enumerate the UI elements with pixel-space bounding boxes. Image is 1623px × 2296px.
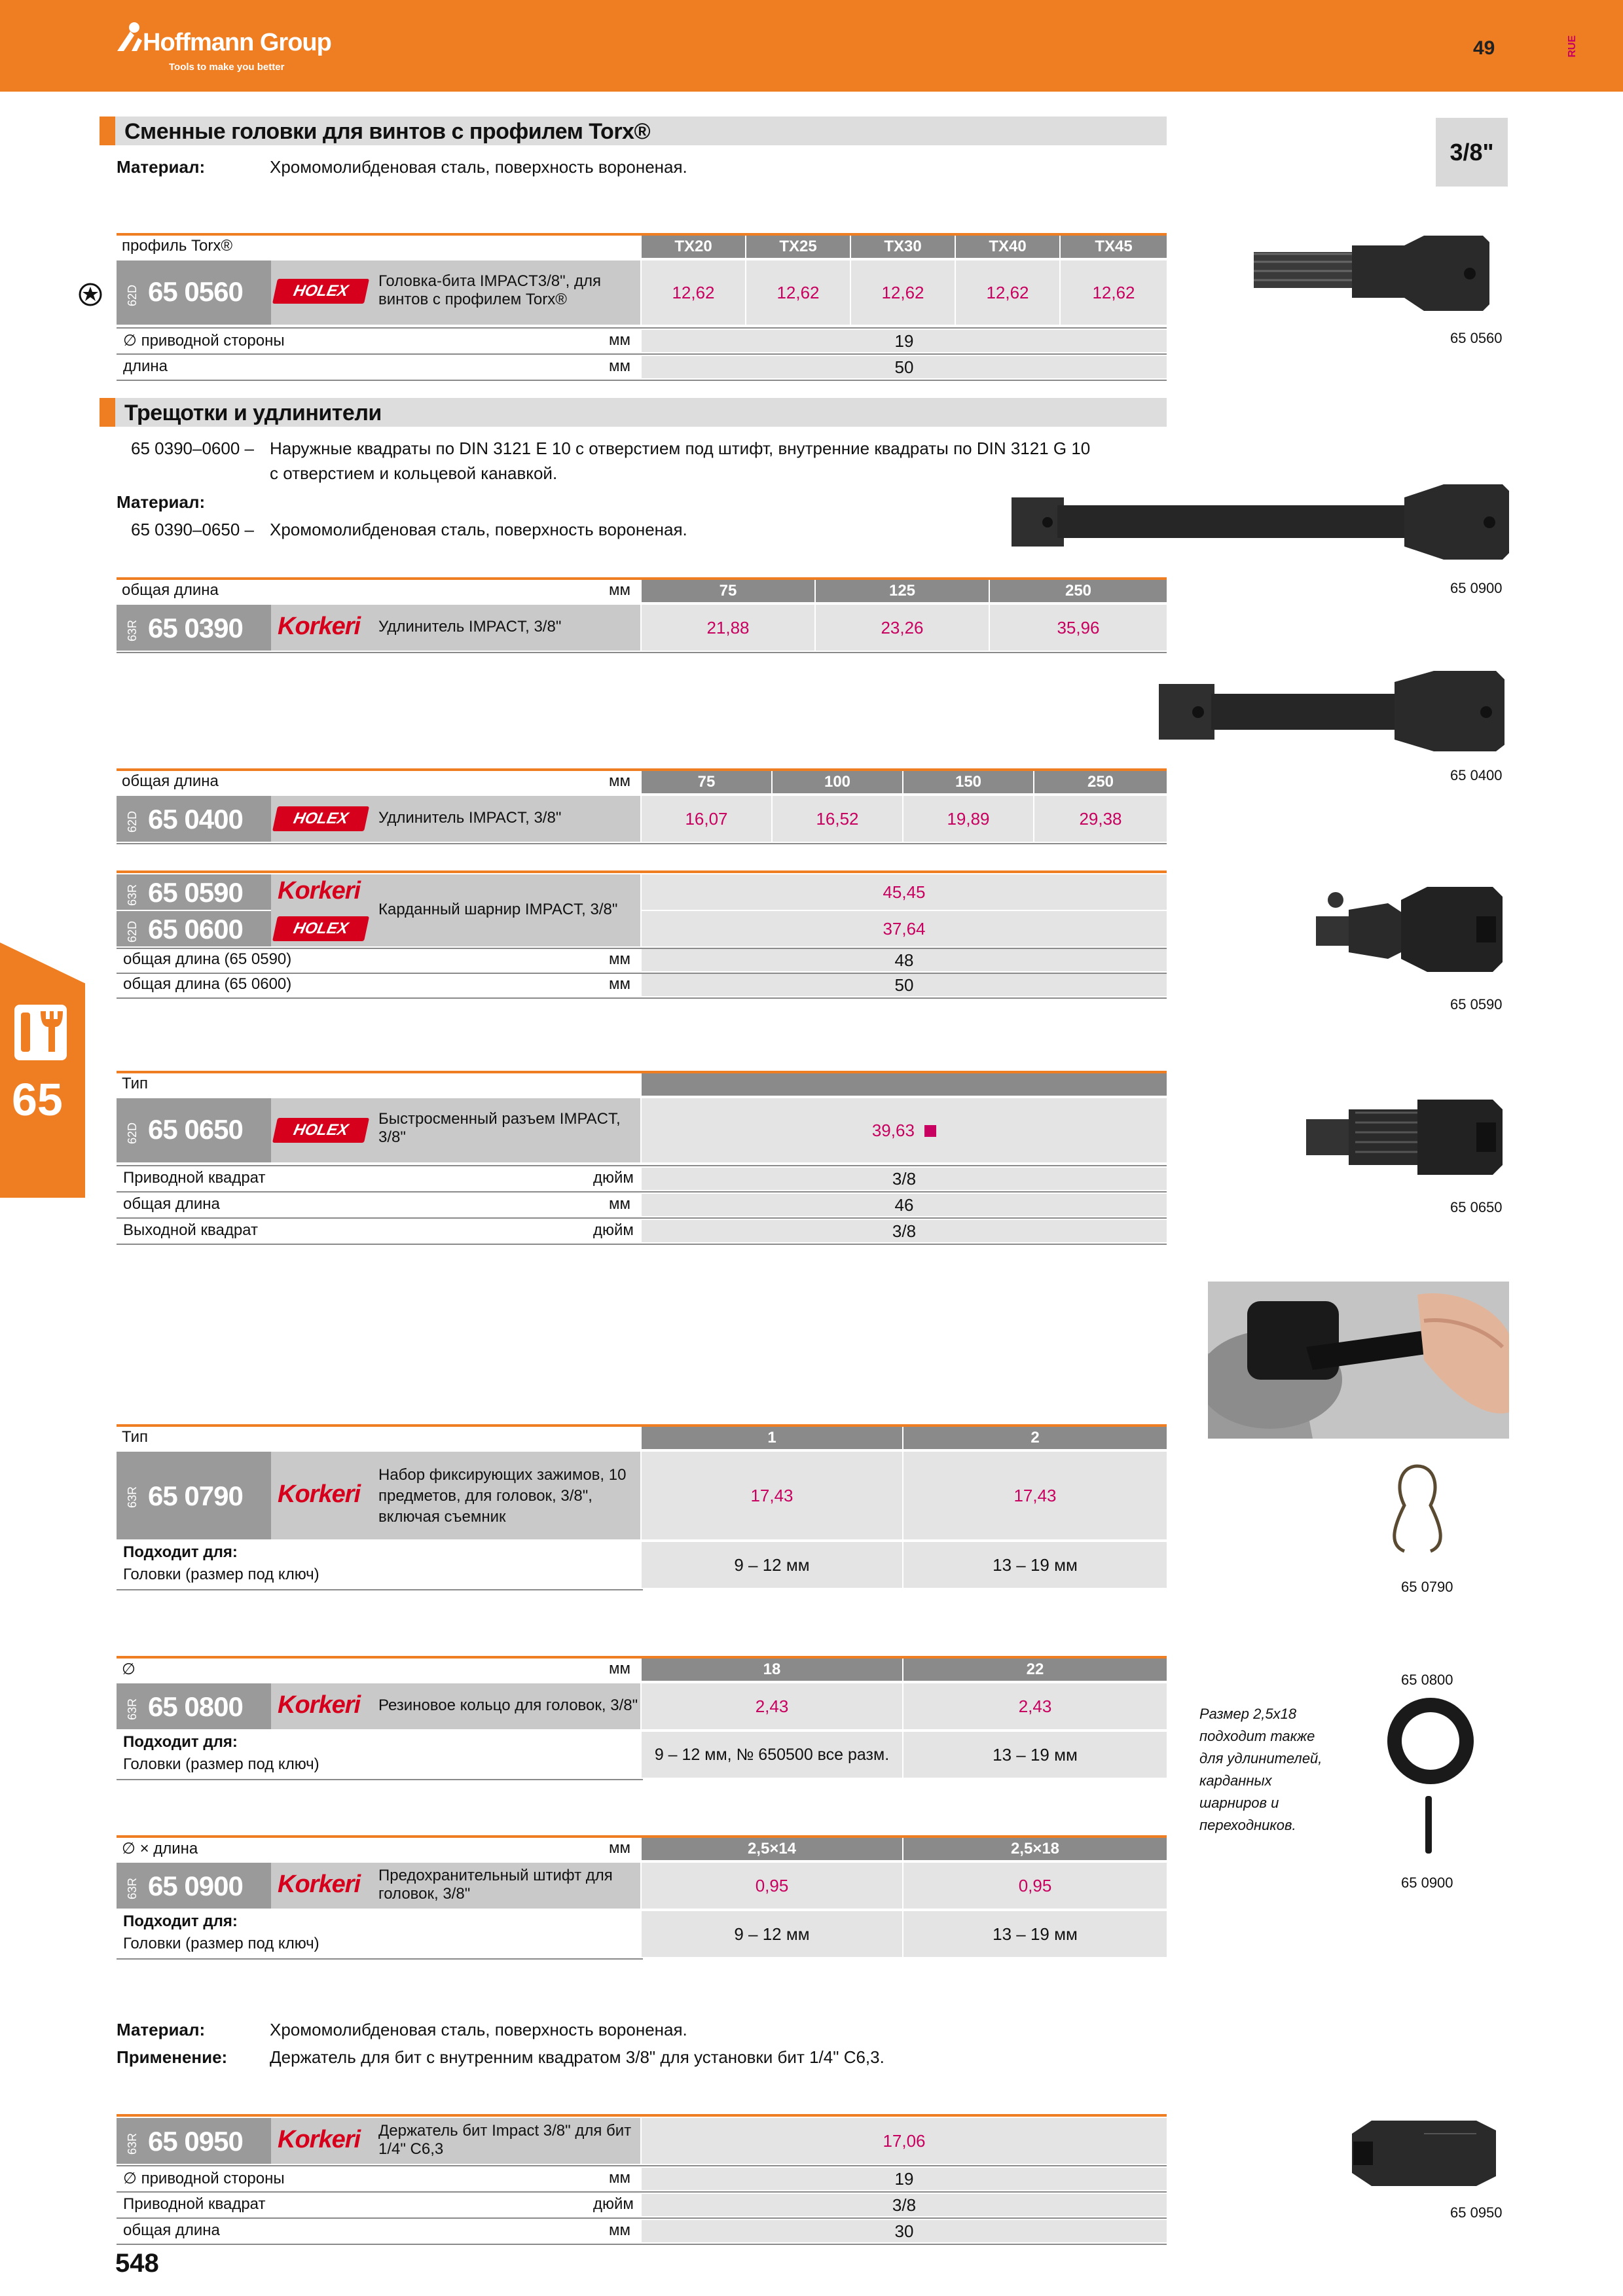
- price-tx30: 12,62: [851, 260, 955, 325]
- price-2-5x18: 0,95: [903, 1863, 1167, 1909]
- extension-short-image: [1159, 668, 1506, 753]
- holex-brand-logo: HOLEX: [272, 279, 369, 304]
- drive-label: ∅ приводной стороны: [123, 332, 285, 350]
- product-description: Набор фиксирующих зажимов, 10 предметов, для головок, 3/8", включая съемник: [378, 1466, 627, 1526]
- header-unit: мм: [609, 1839, 630, 1857]
- product-description: Удлинитель IMPACT, 3/8": [378, 809, 562, 827]
- drive-value: 19: [642, 330, 1167, 352]
- use-label: Применение:: [117, 2047, 228, 2067]
- article-number: 65 0650: [148, 1114, 243, 1145]
- length-unit: мм: [609, 357, 630, 375]
- torx-bit-image: [1247, 223, 1503, 321]
- header-label: общая длина: [122, 581, 219, 599]
- korkeri-brand-logo: Korkeri: [278, 1691, 361, 1719]
- article-number: 65 0560: [148, 276, 243, 307]
- note-line-6: переходников.: [1199, 1817, 1296, 1833]
- size-75: 75: [642, 580, 814, 602]
- price-type-1: 17,43: [642, 1452, 902, 1539]
- product-box-650560: [271, 260, 640, 325]
- retaining-ring-photo: [1208, 1282, 1509, 1439]
- intro-range-1: 65 0390–0600 –: [131, 439, 254, 458]
- divider: [117, 1244, 1167, 1245]
- brand-name: Hoffmann Group: [143, 29, 331, 56]
- footer-page-number: 548: [115, 2249, 159, 2278]
- caption-650560: 65 0560: [1450, 330, 1503, 346]
- section-title-ratchets: Трещотки и удлинители: [100, 398, 1167, 427]
- divider: [117, 1779, 643, 1780]
- korkeri-brand-logo: Korkeri: [278, 877, 361, 905]
- divider: [117, 380, 1167, 381]
- p0900-header-row: [117, 1835, 1167, 1860]
- header-unit: мм: [609, 581, 630, 599]
- divider: [117, 1958, 643, 1960]
- price-100: 16,52: [773, 796, 902, 842]
- note-line-2: подходит также: [1199, 1728, 1315, 1744]
- row-unit: дюйм: [593, 1221, 634, 1239]
- divider: [117, 1165, 1167, 1166]
- divider: [117, 997, 1167, 999]
- article-box-650650: 62D 65 0650: [117, 1098, 271, 1162]
- size-2: 2: [903, 1427, 1167, 1449]
- product-box-650650: [271, 1098, 640, 1162]
- material-value: Хромомолибденовая сталь, поверхность вороненая.: [270, 2020, 687, 2039]
- intro-text-1b: с отверстием и кольцевой канавкой.: [270, 463, 558, 483]
- row-label: Приводной квадрат: [123, 1169, 266, 1187]
- price-650600: 37,64: [642, 911, 1167, 946]
- holex-brand-logo: HOLEX: [272, 916, 369, 941]
- size-tx40: TX40: [956, 236, 1059, 258]
- product-box-650790: [271, 1452, 640, 1539]
- note-line-5: шарниров и: [1199, 1795, 1279, 1811]
- price-250: 35,96: [990, 605, 1167, 651]
- article-box-650390: 63R 65 0390: [117, 605, 271, 651]
- article-number: 65 0390: [148, 613, 243, 643]
- fits-18: 9 – 12 мм, № 650500 все разм.: [642, 1732, 902, 1778]
- new-item-marker-icon: [924, 1125, 936, 1137]
- intro-text-2: Хромомолибденовая сталь, поверхность вороненая.: [270, 520, 687, 539]
- price-75: 16,07: [642, 796, 771, 842]
- use-value: Держатель для бит с внутренним квадратом 3/8" для установки бит 1/4" C6,3.: [270, 2047, 884, 2067]
- header-label: общая длина: [122, 772, 219, 790]
- size-22: 22: [903, 1659, 1167, 1681]
- size-18: 18: [642, 1659, 902, 1681]
- material-label: Материал:: [117, 157, 206, 177]
- unit: мм: [609, 975, 630, 993]
- divider: [117, 1589, 643, 1590]
- row-label: общая длина: [123, 2221, 220, 2239]
- header-gray: [642, 1073, 1167, 1096]
- article-box-650800: 63R 65 0800: [117, 1683, 271, 1729]
- price-650650: 39,63: [871, 1121, 915, 1140]
- size-tx20: TX20: [642, 236, 745, 258]
- article-box-650400: 62D 65 0400: [117, 796, 271, 842]
- caption-650800: 65 0800: [1401, 1672, 1453, 1688]
- product-description: Резиновое кольцо для головок, 3/8": [378, 1696, 638, 1714]
- fits-22: 13 – 19 мм: [903, 1732, 1167, 1778]
- row-label: Выходной квадрат: [123, 1221, 258, 1239]
- price-650590: 45,45: [642, 874, 1167, 910]
- article-number: 65 0600: [148, 914, 243, 944]
- length-value-650590: 48: [642, 949, 1167, 971]
- article-number: 65 0900: [148, 1871, 243, 1901]
- korkeri-brand-logo: Korkeri: [278, 2126, 361, 2153]
- fits-sub: Головки (размер под ключ): [123, 1566, 319, 1583]
- price-tx45: 12,62: [1061, 260, 1167, 325]
- page-number-top: 49: [1473, 37, 1495, 59]
- size-2-5x18: 2,5×18: [903, 1838, 1167, 1860]
- article-box-650790: 63R 65 0790: [117, 1452, 271, 1539]
- bit-holder-image: [1345, 2108, 1503, 2199]
- extension-long-image: [1012, 478, 1509, 563]
- size-125: 125: [816, 580, 989, 602]
- price-125: 23,26: [816, 605, 989, 651]
- article-box-650590: 63R 65 0590: [117, 874, 271, 910]
- caption-650950: 65 0950: [1450, 2204, 1503, 2221]
- row-unit: мм: [609, 2169, 630, 2187]
- row-label: общая длина: [123, 1195, 220, 1213]
- intro-range-2: 65 0390–0650 –: [131, 520, 254, 539]
- row-unit: дюйм: [593, 1169, 634, 1187]
- divider: [117, 1217, 1167, 1219]
- divider: [117, 843, 1167, 844]
- caption-650590: 65 0590: [1450, 996, 1503, 1013]
- korkeri-brand-logo: Korkeri: [278, 1871, 361, 1898]
- caption-650400: 65 0400: [1450, 767, 1503, 783]
- price-tx25: 12,62: [746, 260, 850, 325]
- length-value-650600: 50: [642, 974, 1167, 996]
- product-box-650390: [271, 605, 640, 651]
- product-box-650800: [271, 1683, 640, 1729]
- row-label: Приводной квадрат: [123, 2195, 266, 2213]
- row-unit: мм: [609, 1195, 630, 1213]
- price-18: 2,43: [642, 1683, 902, 1729]
- price-type-2: 17,43: [903, 1452, 1167, 1539]
- torx-header-row: [117, 233, 1167, 258]
- length-label: длина: [123, 357, 168, 375]
- divider: [117, 353, 1167, 355]
- row-label: ∅ приводной стороны: [123, 2170, 285, 2187]
- divider: [117, 652, 1167, 653]
- caption-650900-top: 65 0900: [1450, 580, 1503, 596]
- size-tx25: TX25: [746, 236, 850, 258]
- material-value: Хромомолибденовая сталь, поверхность вороненая.: [270, 157, 687, 177]
- fits-label: Подходит для:: [123, 1543, 238, 1561]
- note-line-1: Размер 2,5x18: [1199, 1706, 1297, 1722]
- divider: [117, 2165, 1167, 2166]
- fits-2-5x14: 9 – 12 мм: [642, 1911, 902, 1957]
- divider: [117, 1191, 1167, 1193]
- fits-sub: Головки (размер под ключ): [123, 1935, 319, 1952]
- language-code: RUE: [1567, 35, 1578, 58]
- torx-symbol-icon: [79, 283, 102, 306]
- section-title-torx: Сменные головки для винтов с профилем Torx®: [100, 117, 1167, 145]
- price-75: 21,88: [642, 605, 814, 651]
- divider: [117, 2217, 1167, 2219]
- brand-tagline: Tools to make you better: [169, 62, 285, 73]
- profile-label: профиль Torx®: [122, 237, 233, 255]
- row-value: 46: [642, 1194, 1167, 1216]
- divider: [117, 327, 1167, 329]
- chapter-tab: [0, 942, 85, 1198]
- drive-unit: мм: [609, 331, 630, 349]
- product-box-650900: [271, 1863, 640, 1909]
- korkeri-brand-logo: Korkeri: [278, 1480, 361, 1508]
- header-label: ∅: [122, 1660, 136, 1678]
- type-label: Тип: [122, 1428, 149, 1446]
- article-number: 65 0590: [148, 877, 243, 908]
- universal-joint-image: [1309, 877, 1509, 982]
- header-label: ∅ × длина: [122, 1840, 198, 1857]
- divider: [117, 2191, 1167, 2193]
- row-value: 30: [642, 2220, 1167, 2242]
- product-description: Головка-бита IMPACT3/8", для винтов с профилем Torx®: [378, 272, 601, 308]
- article-box-650950: 63R 65 0950: [117, 2118, 271, 2164]
- price-650950: 17,06: [642, 2118, 1167, 2164]
- length-value: 50: [642, 356, 1167, 378]
- korkeri-brand-logo: Korkeri: [278, 613, 361, 640]
- p0800-header-row: [117, 1656, 1167, 1681]
- p0650-header-row: [117, 1071, 1167, 1096]
- row-unit: дюйм: [593, 2195, 634, 2213]
- caption-650650: 65 0650: [1450, 1199, 1503, 1215]
- note-line-4: карданных: [1199, 1772, 1272, 1789]
- divider: [117, 2244, 1167, 2245]
- product-description: Быстросменный разъем IMPACT, 3/8": [378, 1110, 621, 1146]
- type-label: Тип: [122, 1075, 149, 1092]
- fits-sub: Головки (размер под ключ): [123, 1755, 319, 1773]
- product-box-650400: [271, 796, 640, 842]
- size-100: 100: [773, 771, 902, 793]
- product-description: Карданный шарнир IMPACT, 3/8": [378, 901, 618, 918]
- product-box-650590: [271, 874, 640, 946]
- price-cell-650650: [642, 1098, 1167, 1162]
- retaining-clip-image: [1375, 1460, 1460, 1558]
- size-badge: 3/8": [1436, 118, 1508, 187]
- length-label-650600: общая длина (65 0600): [123, 975, 292, 993]
- product-description: Держатель бит Impact 3/8" для бит 1/4" C6,3: [378, 2122, 632, 2158]
- article-number: 65 0800: [148, 1691, 243, 1722]
- fits-type-1: 9 – 12 мм: [642, 1542, 902, 1588]
- row-value: 19: [642, 2168, 1167, 2190]
- size-tx45: TX45: [1061, 236, 1167, 258]
- row-unit: мм: [609, 2221, 630, 2239]
- p0390-header-row: [117, 577, 1167, 602]
- size-150: 150: [903, 771, 1033, 793]
- divider: [117, 870, 1167, 873]
- product-description: Удлинитель IMPACT, 3/8": [378, 618, 562, 636]
- price-150: 19,89: [903, 796, 1033, 842]
- size-250: 250: [990, 580, 1167, 602]
- pin-image: [1422, 1796, 1435, 1855]
- intro-material-label: Материал:: [117, 492, 206, 512]
- fits-label: Подходит для:: [123, 1912, 238, 1930]
- intro-text-1: Наружные квадраты по DIN 3121 E 10 с отверстием под штифт, внутренние квадраты по DIN 3121 G 10: [270, 439, 1091, 458]
- article-box-650560: 62D 65 0560: [117, 260, 271, 325]
- fits-2-5x18: 13 – 19 мм: [903, 1911, 1167, 1957]
- p0400-header-row: [117, 768, 1167, 793]
- size-2-5x14: 2,5×14: [642, 1838, 902, 1860]
- row-value: 3/8: [642, 2194, 1167, 2216]
- hoffmann-logo-icon: [115, 21, 145, 54]
- fits-label: Подходит для:: [123, 1733, 238, 1751]
- product-description: Предохранительный штифт для головок, 3/8": [378, 1867, 613, 1903]
- price-22: 2,43: [903, 1683, 1167, 1729]
- unit: мм: [609, 950, 630, 968]
- row-value: 3/8: [642, 1220, 1167, 1242]
- page-header: [0, 0, 1623, 92]
- price-250: 29,38: [1034, 796, 1167, 842]
- header-unit: мм: [609, 1660, 630, 1677]
- article-number: 65 0790: [148, 1480, 243, 1511]
- quick-change-adapter-image: [1303, 1086, 1509, 1185]
- header-unit: мм: [609, 772, 630, 790]
- caption-650790: 65 0790: [1401, 1579, 1453, 1595]
- p0790-header-row: [117, 1424, 1167, 1449]
- article-box-650600: 62D 65 0600: [117, 911, 271, 946]
- material-label: Материал:: [117, 2020, 206, 2039]
- size-75: 75: [642, 771, 771, 793]
- size-1: 1: [642, 1427, 902, 1449]
- size-250: 250: [1034, 771, 1167, 793]
- length-label-650590: общая длина (65 0590): [123, 950, 292, 968]
- price-tx40: 12,62: [956, 260, 1059, 325]
- tools-icon: [14, 1005, 67, 1060]
- price-2-5x14: 0,95: [642, 1863, 902, 1909]
- rubber-ring-image: [1385, 1695, 1476, 1787]
- note-line-3: для удлинителей,: [1199, 1750, 1322, 1767]
- holex-brand-logo: HOLEX: [272, 1118, 369, 1143]
- divider: [117, 2114, 1167, 2117]
- caption-650900: 65 0900: [1401, 1874, 1453, 1891]
- article-box-650900: 63R 65 0900: [117, 1863, 271, 1909]
- holex-brand-logo: HOLEX: [272, 806, 369, 831]
- row-value: 3/8: [642, 1168, 1167, 1190]
- article-number: 65 0950: [148, 2126, 243, 2157]
- price-tx20: 12,62: [642, 260, 745, 325]
- fits-type-2: 13 – 19 мм: [903, 1542, 1167, 1588]
- chapter-number: 65: [12, 1074, 63, 1125]
- article-number: 65 0400: [148, 804, 243, 834]
- size-tx30: TX30: [851, 236, 955, 258]
- product-box-650950: [271, 2118, 640, 2164]
